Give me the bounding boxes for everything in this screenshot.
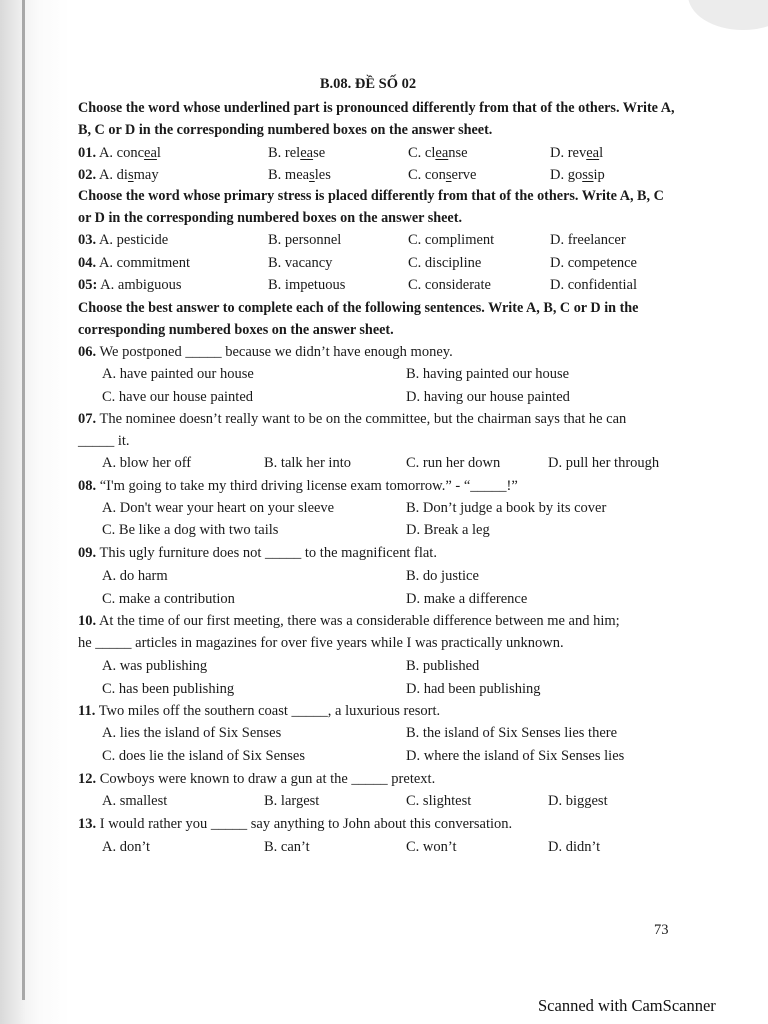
question-03 [78, 229, 678, 251]
q10-option-c: C. has been publishing [102, 681, 235, 697]
q12-option-c: C. slightest [406, 793, 472, 809]
q02-option-b: B. measles [268, 167, 331, 183]
q05-option-d: D. confidential [550, 277, 637, 293]
question-01 [78, 142, 678, 164]
question-12-text: 12. Cowboys were known to draw a gun at the _____ pretext. [78, 771, 436, 787]
q09-option-b: B. do justice [406, 568, 479, 584]
question-04 [78, 252, 678, 274]
question-02 [78, 164, 678, 186]
section3-instruction: Choose the best answer to complete each of the following sentences. Write A, B, C or D in the corresponding numbered boxes on the answer sheet. [78, 300, 639, 338]
question-10-text: 10. At the time of our first meeting, there was a considerable difference between me and him; [78, 613, 620, 629]
q02-option-d: D. gossip [550, 167, 605, 183]
q06-option-b: B. having painted our house [406, 366, 570, 382]
q04-option-b: B. vacancy [268, 255, 333, 271]
q10-option-b: B. published [406, 658, 480, 674]
question-08-text: 08. “I'm going to take my third driving license exam tomorrow.” - “_____!” [78, 478, 518, 494]
q08-option-c: C. Be like a dog with two tails [102, 522, 279, 538]
q01-option-d: D. reveal [550, 145, 604, 161]
section1-instruction: Choose the word whose underlined part is pronounced differently from that of the others. Write A, B, C or D in the corresponding numbered boxes on the answer sheet. [78, 100, 675, 138]
q06-option-a: A. have painted our house [102, 366, 254, 382]
q06-option-c: C. have our house painted [102, 389, 254, 405]
q13-option-c: C. won’t [406, 839, 457, 855]
q02-option-a: 02. A. dismay [78, 167, 159, 183]
q13-option-d: D. didn’t [548, 839, 601, 855]
q12-option-d: D. biggest [548, 793, 608, 809]
q07-option-a: A. blow her off [102, 455, 192, 471]
q09-option-c: C. make a contribution [102, 591, 235, 607]
question-07-text: 07. The nominee doesn’t really want to be on the committee, but the chairman says that he can [78, 411, 627, 427]
q05-option-c: C. considerate [408, 277, 491, 293]
q07-option-b: B. talk her into [264, 455, 351, 471]
q08-option-d: D. Break a leg [406, 522, 490, 538]
q05-option-a: 05: A. ambiguous [78, 277, 182, 293]
q10-option-d: D. had been publishing [406, 681, 541, 697]
q03-option-b: B. personnel [268, 232, 342, 248]
q13-option-a: A. don’t [102, 839, 151, 855]
section2-instruction: Choose the word whose primary stress is placed differently from that of the others. Write A, B, C or D in the corresponding numbered boxes on the answer sheet. [78, 188, 664, 226]
page-title: B.08. ĐỀ SỐ 02 [319, 76, 417, 92]
q01-option-c: C. cleanse [408, 145, 468, 161]
q05-option-b: B. impetuous [268, 277, 346, 293]
q11-option-a: A. lies the island of Six Senses [102, 725, 282, 741]
q04-option-c: C. discipline [408, 255, 482, 271]
q08-option-a: A. Don't wear your heart on your sleeve [102, 500, 335, 516]
page-number: 73 [654, 922, 669, 938]
q11-option-c: C. does lie the island of Six Senses [102, 748, 305, 764]
q07-option-c: C. run her down [406, 455, 501, 471]
question-11-text: 11. Two miles off the southern coast _____, a luxurious resort. [78, 703, 441, 719]
q11-option-b: B. the island of Six Senses lies there [406, 725, 618, 741]
camscanner-watermark: Scanned with CamScanner [538, 996, 716, 1015]
question-06-text: 06. We postponed _____ because we didn’t have enough money. [78, 344, 453, 360]
q01-option-b: B. release [268, 145, 326, 161]
q03-option-d: D. freelancer [550, 232, 626, 248]
page-corner-shadow [688, 0, 768, 30]
q12-option-b: B. largest [264, 793, 320, 809]
q09-option-a: A. do harm [102, 568, 168, 584]
q11-option-d: D. where the island of Six Senses lies [406, 748, 625, 764]
q12-option-a: A. smallest [102, 793, 168, 809]
q06-option-d: D. having our house painted [406, 389, 570, 405]
q07-option-d: D. pull her through [548, 455, 660, 471]
question-09-text: 09. This ugly furniture does not _____ to the magnificent flat. [78, 545, 437, 561]
q04-option-a: 04. A. commitment [78, 255, 190, 271]
question-10-text-line2: he _____ articles in magazines for over five years while I was practically unknown. [78, 635, 564, 651]
question-13-text: 13. I would rather you _____ say anything to John about this conversation. [78, 816, 513, 832]
q02-option-c: C. conserve [408, 167, 477, 183]
book-spine-shadow [22, 0, 25, 1000]
q03-option-c: C. compliment [408, 232, 495, 248]
q03-option-a: 03. A. pesticide [78, 232, 169, 248]
q08-option-b: B. Don’t judge a book by its cover [406, 500, 607, 516]
q09-option-d: D. make a difference [406, 591, 528, 607]
question-05 [78, 274, 678, 296]
question-07-text-line2: _____ it. [78, 433, 130, 449]
q10-option-a: A. was publishing [102, 658, 208, 674]
q04-option-d: D. competence [550, 255, 637, 271]
q01-option-a: 01. A. conceal [78, 145, 161, 161]
q13-option-b: B. can’t [264, 839, 310, 855]
